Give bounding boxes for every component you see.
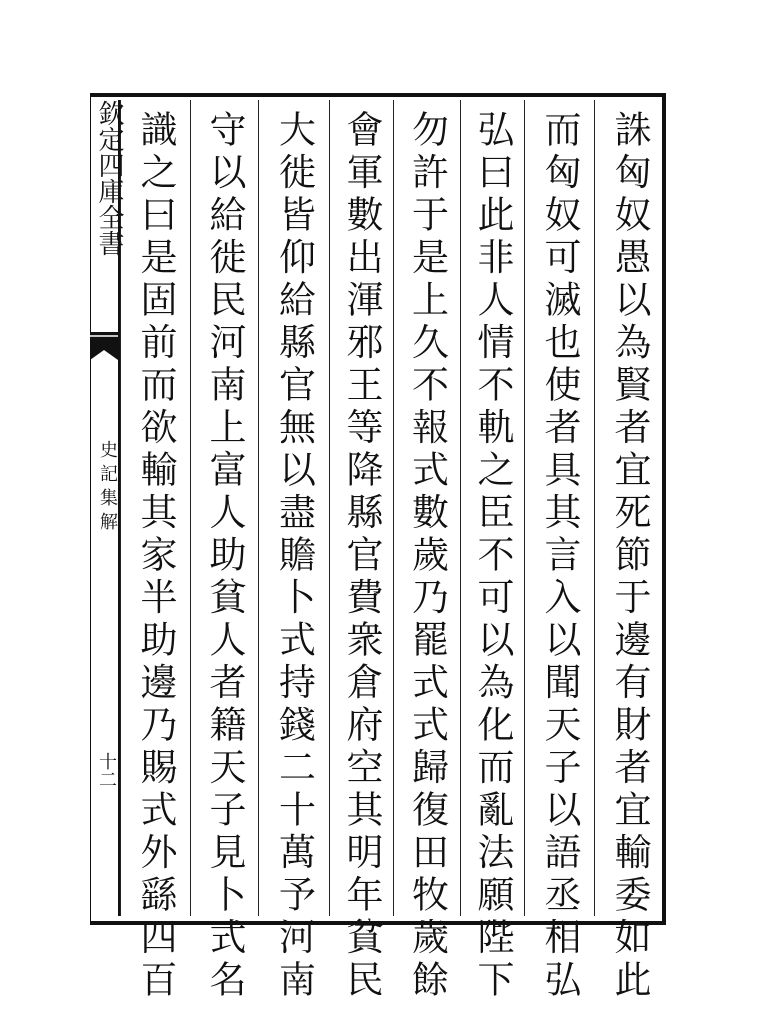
page-number: 十二 [96,752,117,788]
fish-tail-ornament [88,330,120,366]
column-text-1: 誅匈奴愚以為賢者宜死節于邊有財者宜輸委如此 [608,110,651,1003]
chapter-title: 史記集解 [97,440,118,536]
column-text-4: 勿許于是上久不報式數歲乃罷式式歸復田牧歲餘 [405,110,449,1003]
text-column-3 [460,100,524,1003]
column-text-8: 識之曰是固前而欲輸其家半助邊乃賜式外繇四百 [134,110,177,1003]
column-text-2: 而匈奴可滅也使者具其言入以聞天子以語丞相弘 [538,110,581,1003]
text-column-6 [258,100,329,1003]
book-title: 欽定四庫全書 [94,100,124,256]
text-column-4 [393,100,460,1003]
column-text-5: 會軍數出渾邪王等降縣官費衆倉府空其明年貧民 [340,110,383,1003]
column-text-3: 弘曰此非人情不軌之臣不可以為化而亂法願陛下 [471,110,514,1003]
column-text-7: 守以給徙民河南上富人助貧人者籍天子見卜式名 [203,110,246,1003]
text-column-1 [594,100,664,1003]
text-column-8 [120,100,190,1003]
text-column-2 [524,100,594,1003]
text-column-5 [329,100,393,1003]
column-text-6: 大徙皆仰給縣官無以盡贍卜式持錢二十萬予河南 [272,110,316,1003]
text-column-7 [190,100,258,1003]
